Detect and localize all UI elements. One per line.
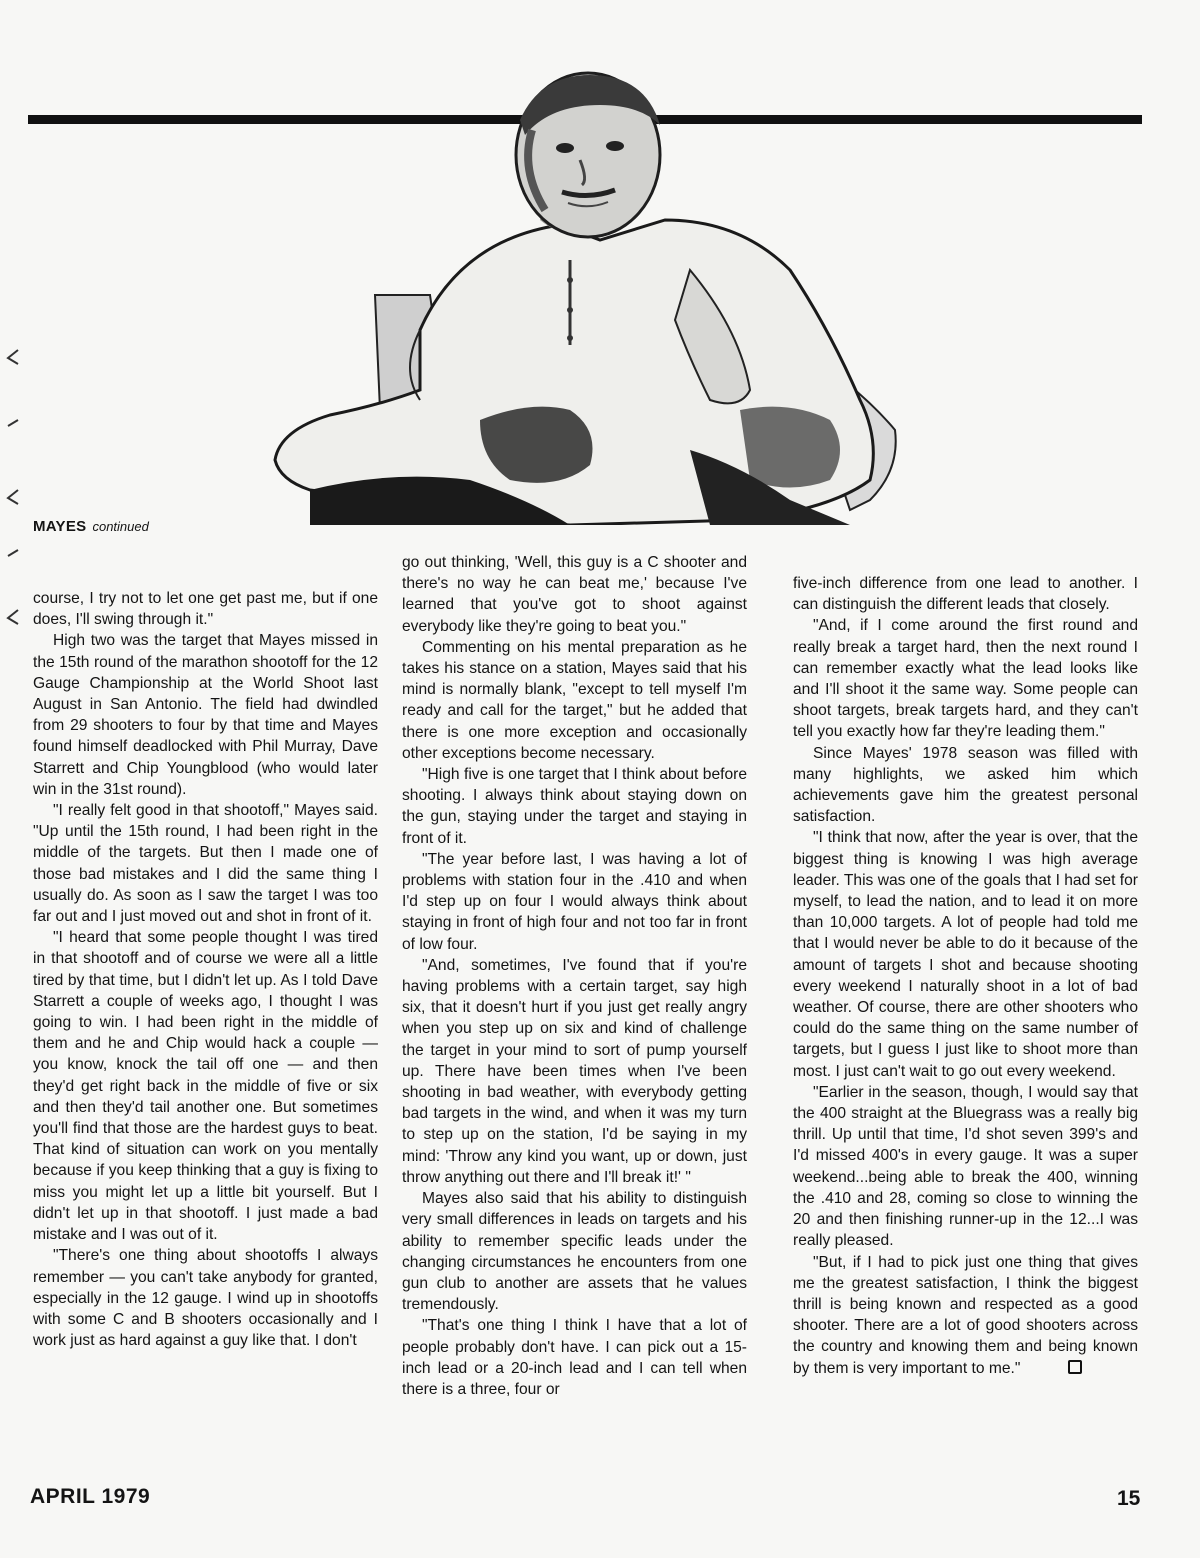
- paragraph: "High five is one target that I think about before shooting. I always think about staying down on the gun, staying under the target and staying in front of it.: [402, 766, 747, 847]
- text-column-2: [402, 552, 747, 1400]
- paragraph: "The year before last, I was having a lot of problems with station four in the .410 and when I'd step up on four I would always think about staying in front of high four and not too far in front of low four.: [402, 850, 747, 953]
- text-column-3: [793, 573, 1138, 1379]
- paragraph: go out thinking, 'Well, this guy is a C shooter and there's no way he can beat me,' because I've learned that you've got to shoot against everybody like they're going to beat you.": [402, 554, 747, 635]
- paragraph: "And, sometimes, I've found that if you're having problems with a certain target, say high six, that it doesn't hurt if you just get really angry when you step up on six and kind of challenge the target in your mind to sort of pump yourself up. There have been times when I've been shooting in bad weather, with everybody getting bad targets in the wind, and when it was my turn to step up on the station, I'd be saying in my mind: 'Throw any kind you want, up or down, just throw anything out there and I'll break it!' ": [402, 956, 747, 1186]
- paragraph: course, I try not to let one get past me, but if one does, I'll swing through it.": [33, 590, 378, 629]
- article-runin-heading: [33, 518, 149, 535]
- paragraph: Mayes also said that his ability to distinguish very small differences in leads on targets and his ability to remember specific leads under the changing circumstances he encounters from one gun club to another are assets that he values tremendously.: [402, 1190, 747, 1314]
- paragraph: "I really felt good in that shootoff," Mayes said. "Up until the 15th round, I had been right in the middle of the targets. But then I made one of those bad mistakes and I did the same thing I usually do. As soon as I saw the target I was too far out and I just moved out and shot in front of it.: [33, 802, 378, 926]
- portrait-photo: [270, 70, 910, 525]
- closing-paragraph-text: "But, if I had to pick just one thing that gives me the greatest satisfaction, I think the biggest thrill is being known and respected as a good shooter. There are a lot of good shooters across the country and knowing them and being known by them is very important to me.": [793, 1253, 1138, 1377]
- paragraph: [793, 1252, 1138, 1379]
- text-column-1: [33, 588, 378, 1351]
- paragraph: five-inch difference from one lead to another. I can distinguish the different leads that closely.: [793, 575, 1138, 614]
- page-number: 15: [1117, 1487, 1141, 1510]
- paragraph: "I think that now, after the year is over, that the biggest thing is knowing I was high average leader. This was one of the goals that I had set for myself, to lead the nation, and to lead it on more than 10,000 targets. A lot of people had told me that I would never be able to do it because of the amount of targets I shot and because shooting every weekend I naturally shoot in a lot of bad weather. Of course, there are other shooters who could do the same thing on the same number of targets, but I guess I just like to shoot more than most. I just can't wait to go out every weekend.: [793, 829, 1138, 1080]
- margin-register-marks: [0, 340, 26, 1470]
- paragraph: "And, if I come around the first round and really break a target hard, then the next round I can remember exactly what the lead looks like and I'll shoot it the same way. Some people can shoot targets, break targets hard, and they can't tell you exactly how far they're leading them.": [793, 617, 1138, 741]
- paragraph: "That's one thing I think I have that a lot of people probably don't have. I can pick out a 15-inch lead or a 20-inch lead and I can tell when there is a three, four or: [402, 1317, 747, 1398]
- paragraph: Commenting on his mental preparation as he takes his stance on a station, Mayes said that his mind is normally blank, "except to tell myself I'm ready and call for the target," but he added that there is one more exception and occasionally other exceptions become necessary.: [402, 638, 747, 762]
- end-of-article-icon: [1068, 1360, 1082, 1374]
- issue-date: APRIL 1979: [30, 1485, 151, 1508]
- paragraph: "I heard that some people thought I was tired in that shootoff and of course we were all a little tired by that time, but I didn't let up. As I told Dave Starrett a couple of weeks ago, I thought I was going to win. I had been right in the middle of them and he and Chip would hack a couple — you know, knock the tail off one — and then they'd get right back in the middle of five or six and then they'd tail another one. But sometimes you'll find that those are the hardest guys to beat. That kind of situation can work on you mentally because if you keep thinking that a guy is fixing to miss you might let up a little bit yourself. But I didn't let up in that shootoff. I just made a bad mistake and I was out of it.: [33, 929, 378, 1244]
- paragraph: High two was the target that Mayes missed in the 15th round of the marathon shootoff for the 12 Gauge Championship at the World Shoot last August in San Antonio. The field had dwindled from 29 shooters to four by that time and Mayes found himself deadlocked with Phil Murray, Dave Starrett and Chip Youngblood (who would later win in the 31st round).: [33, 632, 378, 798]
- paragraph: Since Mayes' 1978 season was filled with many highlights, we asked him which achievements gave him the greatest personal satisfaction.: [793, 744, 1138, 826]
- paragraph: "Earlier in the season, though, I would say that the 400 straight at the Bluegrass was a really big thrill. Up until that time, I'd shot seven 399's and I'd missed 400's in every gauge. It was a super weekend...being able to break the 400, winning the .410 and 28, coming so close to winning the 20 and then finishing runner-up in the 12...I was really pleased.: [793, 1083, 1138, 1250]
- runin-subtitle: continued: [92, 519, 149, 534]
- runin-title: MAYES: [33, 518, 87, 535]
- paragraph: "There's one thing about shootoffs I always remember — you can't take anybody for granted, especially in the 12 gauge. I wind up in shootoffs with some C and B shooters occasionally and I work just as hard against a guy like that. I don't: [33, 1247, 378, 1350]
